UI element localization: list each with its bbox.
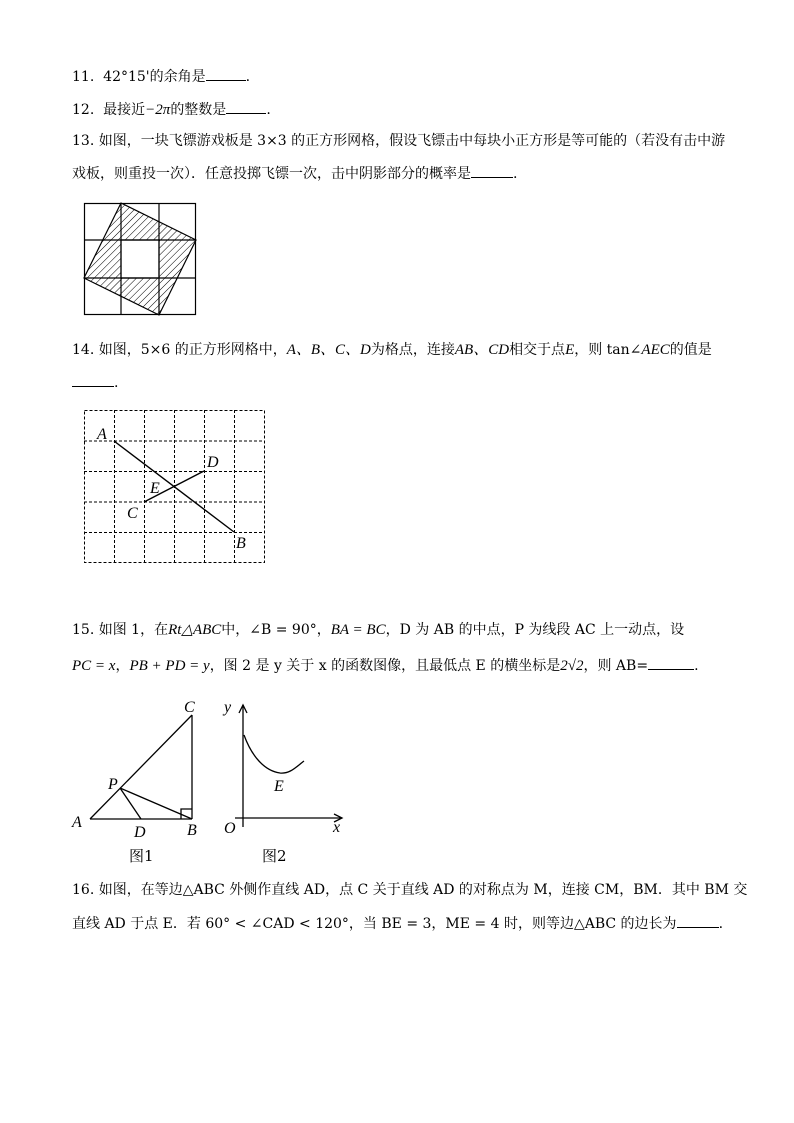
answer-blank[interactable] [648,655,694,670]
label-b: B [187,822,197,839]
q16-period: . [718,916,724,932]
caption-figure-1: 图1 [129,847,154,865]
answer-blank[interactable] [471,163,513,178]
question-15-line-1 [72,620,684,640]
right-angle-mark [181,809,192,819]
answer-blank[interactable] [677,913,719,928]
q15-value: 2√2 [560,658,584,674]
function-curve [244,735,304,773]
q13-number: 13. [72,133,95,149]
q14-text-c: 相交于点 [509,342,566,358]
q11-angle: 42°15' [103,69,150,85]
label-p: P [108,776,118,793]
q14-points: A、B、C、D [286,342,371,358]
q14-angle: AEC [641,342,670,358]
question-13-line-1 [72,131,725,151]
q13-line2: 戏板，则重投一次）．任意投掷飞镖一次，击中阴影部分的概率是 [72,166,471,182]
q15-equation-3: PB + PD = y [129,658,210,674]
side-ac [90,715,192,819]
q15-text-b: 中，∠B = 90°， [221,622,331,638]
q11-number: 11. [72,69,95,85]
q12-text2: 的整数是 [170,102,227,118]
q16-line2: 直线 AD 于点 E．若 60° < ∠CAD < 120°，当 BE = 3，ME = 4 时，则等边△ABC 的边长为 [72,916,677,932]
q12-period: . [266,102,271,118]
label-a: A [72,814,82,831]
label-c: C [184,699,195,716]
q15-triangle: Rt△ABC [168,622,222,638]
shaded-region [84,203,196,315]
q15-period: . [694,658,699,674]
caption-figure-2: 图2 [262,847,287,865]
figure-1-triangle [70,695,220,870]
q15-equation-2: PC = x [72,658,116,674]
question-14-line-1 [72,340,712,360]
q14-text-b: 为格点，连接 [370,342,455,358]
q15-text-e: ，则 AB= [583,658,649,674]
q13-line1: 如图，一块飞镖游戏板是 3×3 的正方形网格，假设飞镖击中每块小正方形是等可能的（若没有击中游 [98,133,726,149]
q15-text-a: 如图 1，在 [98,622,169,638]
label-c: C [127,505,138,522]
grid-5x6-figure [84,410,266,564]
q15-number: 15. [72,622,95,638]
q14-period: . [114,375,119,391]
question-12 [72,99,271,120]
q14-segments: AB、CD [454,342,510,358]
question-14-line-2 [72,372,118,393]
q15-equation-1: BA = BC [330,622,386,638]
q12-number: 12. [72,102,95,118]
answer-blank[interactable] [226,99,266,114]
question-11 [72,66,250,87]
question-16-line-1 [72,880,747,900]
figure-2-graph [220,695,350,870]
label-d: D [207,454,219,471]
q12-text1: 最接近 [103,102,146,118]
label-b: B [236,535,246,552]
q15-text-c: ，D 为 AB 的中点，P 为线段 AC 上一动点，设 [385,622,685,638]
q15-text-d: ，图 2 是 y 关于 x 的函数图像，且最低点 E 的横坐标是 [209,658,561,674]
q11-text: 的余角是 [149,69,206,85]
q14-text-a: 如图，5×6 的正方形网格中， [98,342,287,358]
q16-number: 16. [72,882,95,898]
q14-text-d: ，则 tan∠ [574,342,642,358]
label-y: y [224,699,232,716]
question-16-line-2 [72,913,723,934]
label-e: E [274,778,284,795]
q14-number: 14. [72,342,95,358]
q16-line1: 如图，在等边△ABC 外侧作直线 AD，点 C 关于直线 AD 的对称点为 M，连接 CM，BM．其中 BM 交 [98,882,748,898]
q14-text-e: 的值是 [669,342,712,358]
question-15-line-2: PC = x，PB + PD = y，图 2 是 y 关于 x 的函数图像，且最低点 E 的横坐标是2√2，则 AB= . [72,655,699,676]
answer-blank[interactable] [206,66,246,81]
q12-expression: −2π [145,102,171,118]
label-d: D [134,824,146,841]
label-x: x [333,819,341,836]
q11-period: . [245,69,251,85]
label-e: E [150,480,160,497]
answer-blank[interactable] [72,372,114,387]
q13-period: . [513,166,518,182]
dartboard-figure [84,203,196,315]
q14-point-e: E [565,342,575,358]
label-origin: O [224,820,236,837]
label-a: A [97,426,107,443]
question-13-line-2 [72,163,517,184]
